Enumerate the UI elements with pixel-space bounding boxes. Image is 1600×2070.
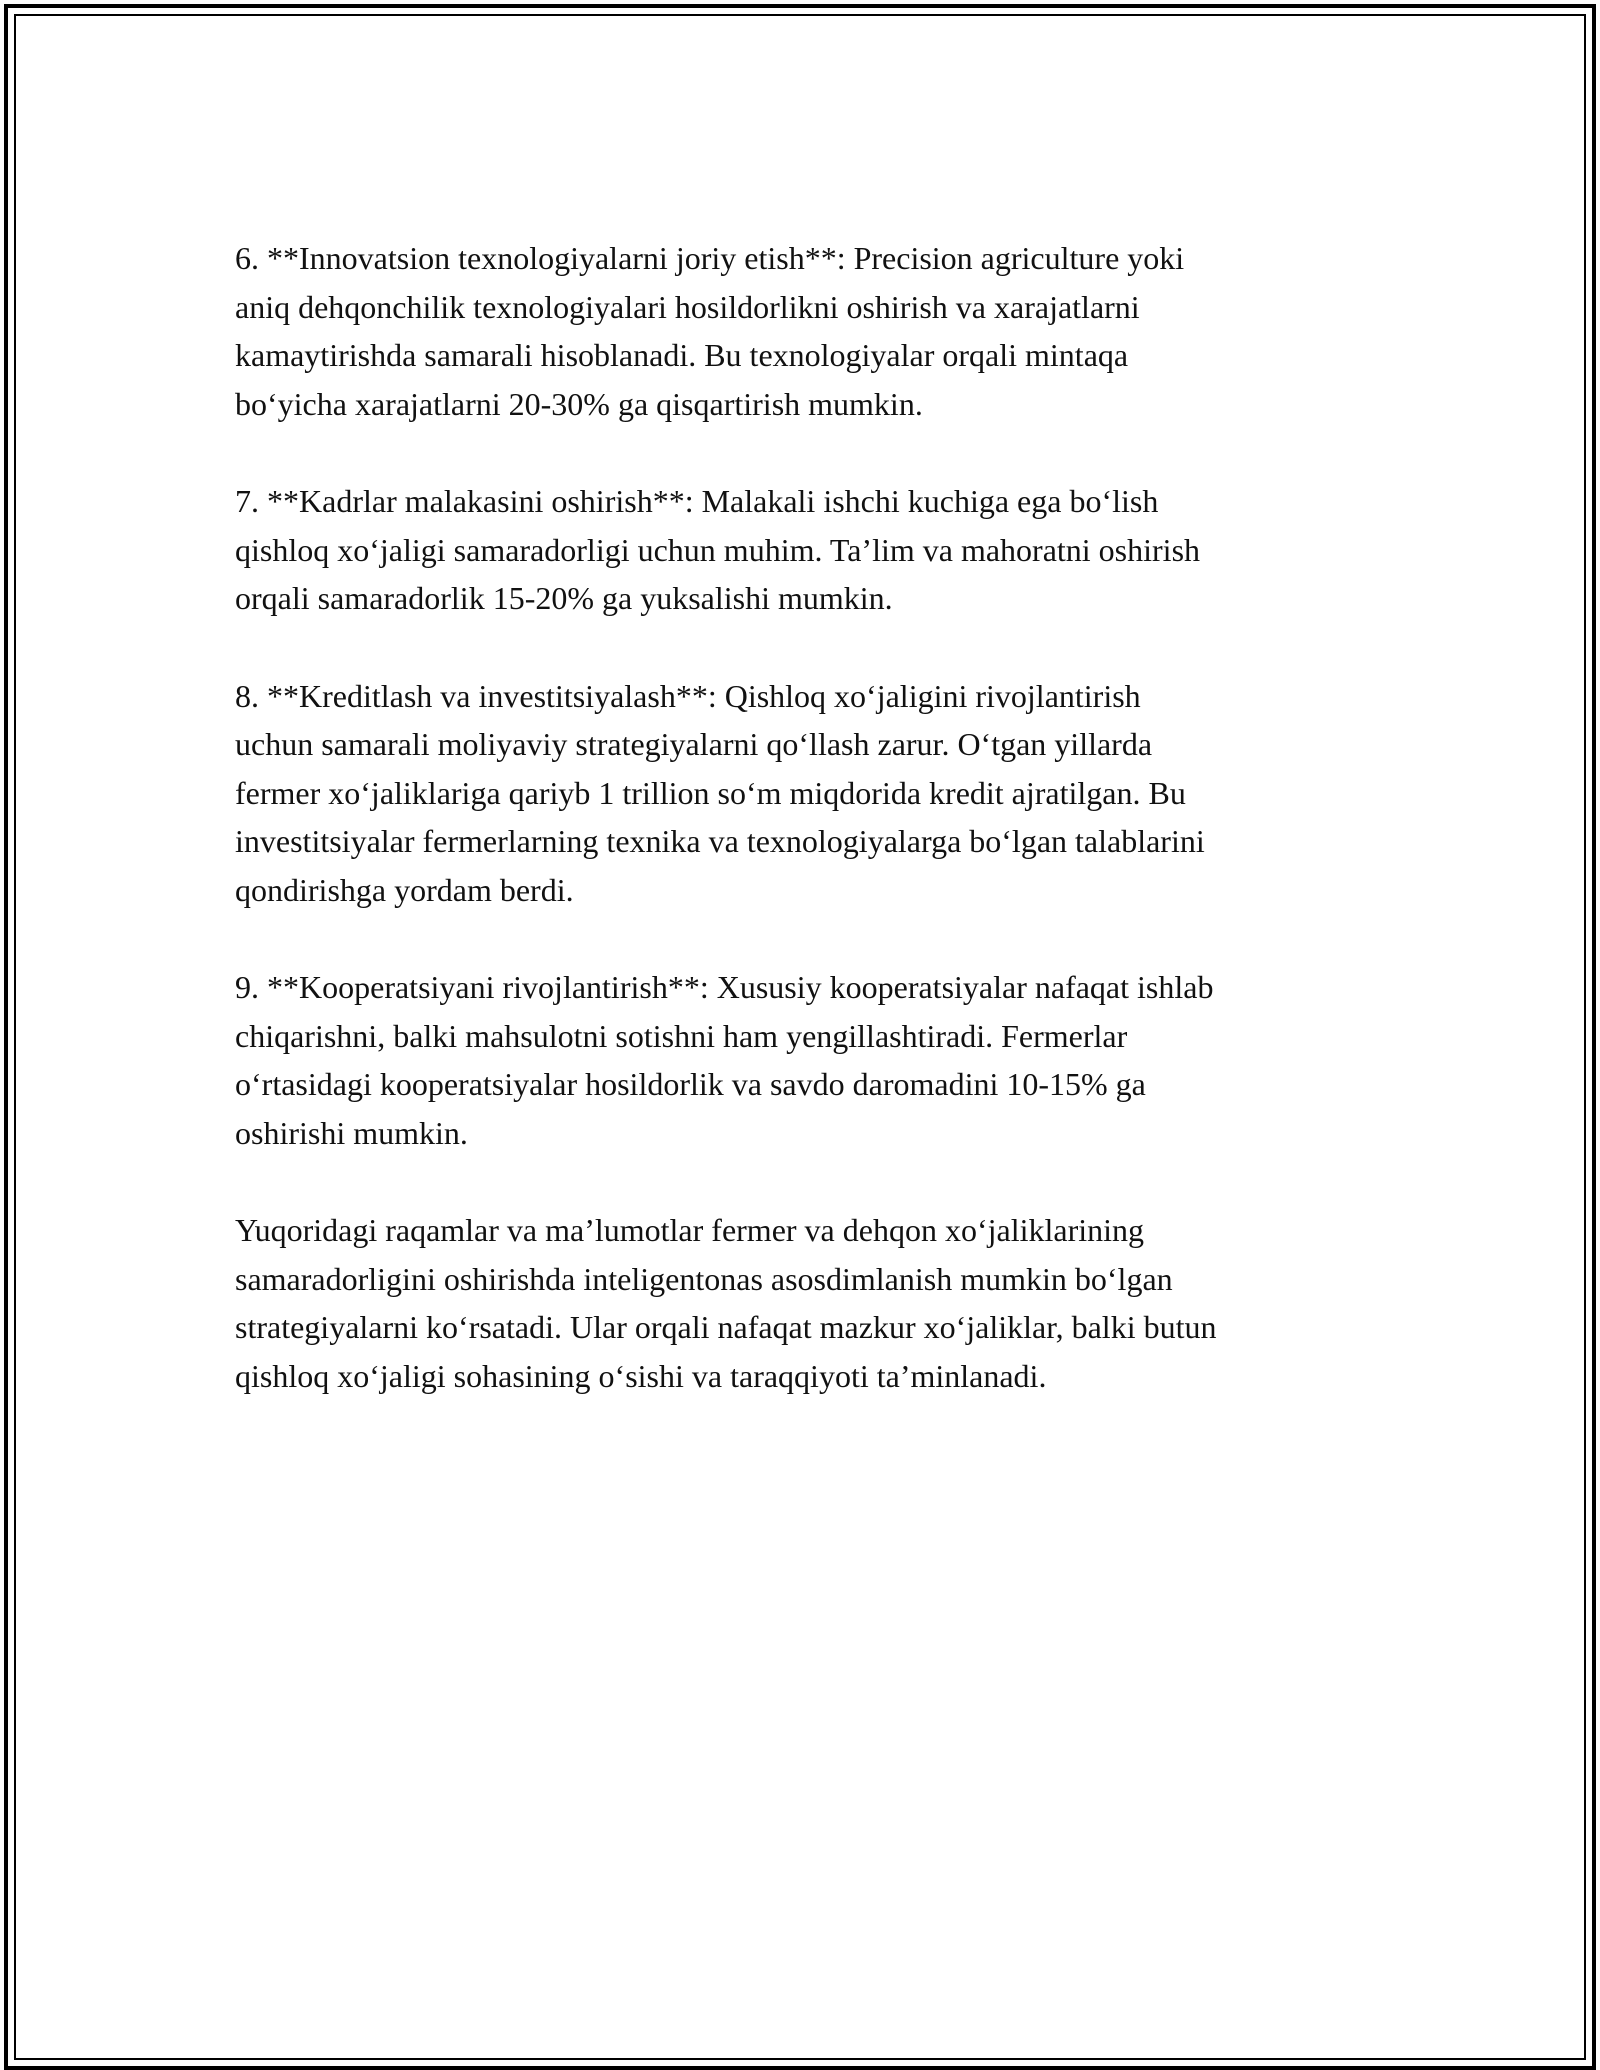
paragraph-item-8: 8. **Kreditlash va investitsiyalash**: Qishloq xo‘jaligini rivojlantirish uchun samarali moliyaviy strategiyalarni qo‘llash zarur. O‘tgan yillarda fermer xo‘jaliklariga qariyb 1 trillion so‘m miqdorida kredit ajratilgan. Bu investitsiyalar fermerlarning texnika va texnologiyalarga bo‘lgan talablarini qondirishga yordam berdi. (235, 677, 1205, 908)
paragraph-item-9: 9. **Kooperatsiyani rivojlantirish**: Xususiy kooperatsiyalar nafaqat ishlab chiqarishni, balki mahsulotni sotishni ham yengillashtiradi. Fermerlar o‘rtasidagi kooperatsiyalar hosildorlik va savdo daromadini 10-15% ga oshirishi mumkin. (235, 969, 1214, 1151)
document-body (235, 234, 1385, 1449)
paragraph-item-7: 7. **Kadrlar malakasini oshirish**: Malakali ishchi kuchiga ega bo‘lish qishloq xo‘jaligi samaradorligi uchun muhim. Ta’lim va mahoratni oshirish orqali samaradorlik 15-20% ga yuksalishi mumkin. (235, 483, 1201, 616)
paragraph-item-6: 6. **Innovatsion texnologiyalarni joriy etish**: Precision agriculture yoki aniq dehqonchilik texnologiyalari hosildorlikni oshirish va xarajatlarni kamaytirishda samarali hisoblanadi. Bu texnologiyalar orqali mintaqa bo‘yicha xarajatlarni 20-30% ga qisqartirish mumkin. (235, 240, 1185, 422)
paragraph-conclusion: Yuqoridagi raqamlar va ma’lumotlar fermer va dehqon xo‘jaliklarining samaradorligini oshirishda inteligentonas asosdimlanish mumkin bo‘lgan strategiyalarni ko‘rsatadi. Ular orqali nafaqat mazkur xo‘jaliklar, balki butun qishloq xo‘jaligi sohasining o‘sishi va taraqqiyoti ta’minlanadi. (235, 1212, 1217, 1394)
